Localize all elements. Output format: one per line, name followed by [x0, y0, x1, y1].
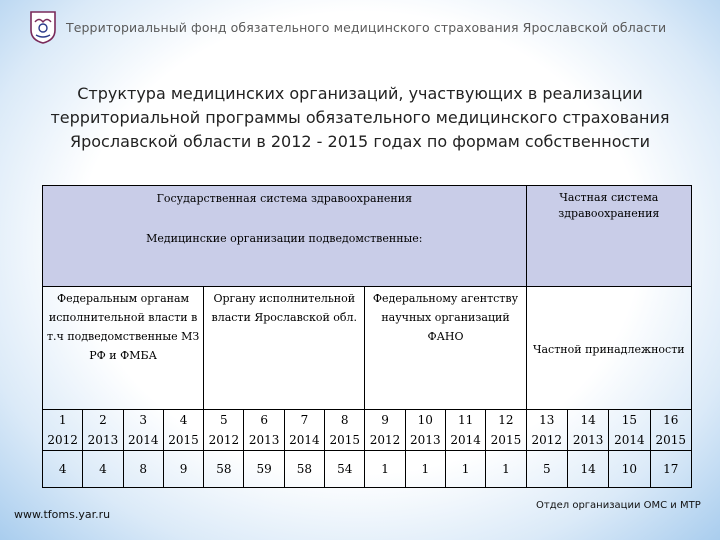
year-cell: 2014 — [284, 430, 324, 451]
year-cell: 2014 — [123, 430, 163, 451]
year-cell: 2012 — [526, 430, 567, 451]
group-private: Частной принадлежности — [526, 287, 691, 410]
year-cell: 2014 — [609, 430, 650, 451]
year-cell: 2013 — [405, 430, 445, 451]
column-number-cell: 12 — [486, 410, 526, 431]
organizations-table — [42, 185, 692, 488]
value-cell: 17 — [650, 451, 691, 488]
value-cell: 10 — [609, 451, 650, 488]
value-cell: 54 — [325, 451, 365, 488]
private-system-header: Частная система здравоохранения — [526, 186, 691, 287]
value-cell: 58 — [204, 451, 244, 488]
column-number-cell: 7 — [284, 410, 324, 431]
column-number-cell: 14 — [567, 410, 608, 431]
column-number-cell: 16 — [650, 410, 691, 431]
column-number-cell: 9 — [365, 410, 405, 431]
header-title: Территориальный фонд обязательного медицинского страхования Ярославской области — [66, 20, 667, 35]
value-cell: 4 — [43, 451, 83, 488]
state-system-label: Государственная система здравоохранения — [156, 192, 413, 205]
column-number-cell: 2 — [83, 410, 123, 431]
value-cell: 1 — [365, 451, 405, 488]
year-cell: 2014 — [445, 430, 485, 451]
value-cell: 14 — [567, 451, 608, 488]
year-cell: 2013 — [244, 430, 284, 451]
column-number-cell: 3 — [123, 410, 163, 431]
state-system-header — [43, 186, 527, 287]
column-number-cell: 5 — [204, 410, 244, 431]
website-link[interactable]: www.tfoms.yar.ru — [14, 508, 111, 521]
department-label: Отдел организации ОМС и МТР — [536, 500, 701, 511]
value-cell: 1 — [486, 451, 526, 488]
value-cell: 59 — [244, 451, 284, 488]
year-cell: 2015 — [486, 430, 526, 451]
column-number-cell: 4 — [163, 410, 203, 431]
value-cell: 58 — [284, 451, 324, 488]
column-number-cell: 11 — [445, 410, 485, 431]
year-cell: 2012 — [43, 430, 83, 451]
page-title: Структура медицинских организаций, участвующих в реализации территориальной программы обязательного медицинского страхования Ярославской области в 2012 - 2015 годах по формам собственности — [50, 84, 670, 151]
value-cell: 1 — [405, 451, 445, 488]
year-cell: 2015 — [650, 430, 691, 451]
year-cell: 2013 — [567, 430, 608, 451]
year-cell: 2012 — [365, 430, 405, 451]
value-cell: 8 — [123, 451, 163, 488]
year-cell: 2015 — [325, 430, 365, 451]
value-cell: 1 — [445, 451, 485, 488]
group-regional-executive: Органу исполнительной власти Ярославской обл. — [204, 287, 365, 410]
tfoms-logo-icon — [28, 10, 58, 44]
header — [0, 0, 720, 60]
column-number-cell: 6 — [244, 410, 284, 431]
group-federal-executive: Федеральным органам исполнительной власти в т.ч подведомственные МЗ РФ и ФМБА — [43, 287, 204, 410]
value-cell: 9 — [163, 451, 203, 488]
column-number-cell: 10 — [405, 410, 445, 431]
year-cell: 2012 — [204, 430, 244, 451]
value-cell: 4 — [83, 451, 123, 488]
column-number-cell: 8 — [325, 410, 365, 431]
year-cell: 2015 — [163, 430, 203, 451]
year-cell: 2013 — [83, 430, 123, 451]
column-number-cell: 15 — [609, 410, 650, 431]
group-fano: Федеральному агентству научных организаций ФАНО — [365, 287, 526, 410]
column-number-cell: 1 — [43, 410, 83, 431]
subordinate-label: Медицинские организации подведомственные: — [146, 232, 423, 245]
column-number-cell: 13 — [526, 410, 567, 431]
value-cell: 5 — [526, 451, 567, 488]
